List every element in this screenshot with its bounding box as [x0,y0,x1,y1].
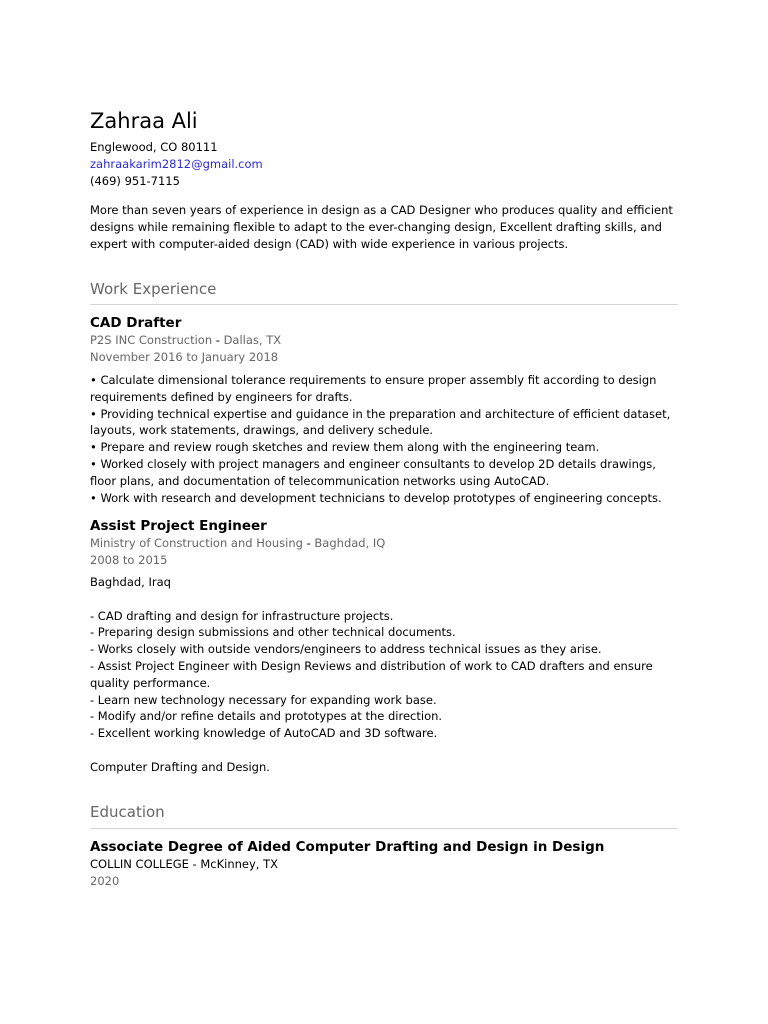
job-company-line [90,332,678,349]
education-divider [90,828,678,829]
job-bullet: - Learn new technology necessary for expanding work base. [90,692,437,707]
job-bullet: • Prepare and review rough sketches and review them along with the engineering team. [90,440,600,455]
degree-title: Associate Degree of Aided Computer Drafting and Design in Design [90,839,605,855]
blank-line [90,742,678,759]
job-bullet: - Preparing design submissions and other technical documents. [90,625,456,640]
education-year: 2020 [90,874,120,888]
job-company: Ministry of Construction and Housing [90,536,303,550]
school-location: McKinney, TX [200,857,279,871]
summary-paragraph: More than seven years of experience in design as a CAD Designer who produces quality and efficient designs while remaining flexible to adapt to the ever-changing design, Excellent drafting skills, and expert with computer-aided design (CAD) with wide experience in various projects. [90,203,673,251]
job-bullet: • Work with research and development technicians to develop prototypes of engineering concepts. [90,490,662,505]
job-intro: Baghdad, Iraq [90,575,171,589]
job-description [90,574,678,776]
school-separator: - [188,857,201,871]
job-company-line [90,535,678,552]
job-bullet: - Works closely with outside vendors/engineers to address technical issues as they arise. [90,642,602,657]
job-entry-assist-project-engineer [90,517,678,776]
phone-text: (469) 951-7115 [90,174,180,188]
job-outro: Computer Drafting and Design. [90,759,270,774]
education-heading: Education [90,803,165,821]
job-description [90,372,678,506]
company-separator: - [302,536,315,550]
job-bullet: • Calculate dimensional tolerance requirements to ensure proper assembly fit according to design requirements defined by engineers for drafts. [90,373,657,404]
job-dates: November 2016 to January 2018 [90,350,279,364]
job-location: Baghdad, IQ [314,536,386,550]
email-link[interactable]: zahraakarim2812@gmail.com [90,157,263,171]
location-text: Englewood, CO 80111 [90,140,218,154]
job-title: Assist Project Engineer [90,518,267,534]
job-dates: 2008 to 2015 [90,553,168,567]
job-bullet: • Providing technical expertise and guidance in the preparation and architecture of efficient dataset, layouts, work statements, drawings, and delivery schedule. [90,406,671,438]
blank-line [90,591,678,608]
job-title: CAD Drafter [90,315,182,331]
contact-block [90,139,263,190]
school-name: COLLIN COLLEGE [90,857,189,871]
candidate-name: Zahraa Ali [90,109,198,133]
job-bullet: - Assist Project Engineer with Design Reviews and distribution of work to CAD drafters and ensure quality performance. [90,658,653,690]
job-bullet: • Worked closely with project managers and engineer consultants to develop 2D details drawings, floor plans, and documentation of telecommunication networks using AutoCAD. [90,456,656,488]
job-bullet: - CAD drafting and design for infrastructure projects. [90,608,394,623]
education-entry [90,838,678,890]
school-line [90,856,678,873]
job-company: P2S INC Construction [90,333,213,347]
job-location: Dallas, TX [223,333,282,347]
job-bullet: - Modify and/or refine details and prototypes at the direction. [90,709,443,724]
work-experience-divider [90,304,678,305]
job-bullet: - Excellent working knowledge of AutoCAD and 3D software. [90,726,438,741]
job-entry-cad-drafter [90,314,678,506]
company-separator: - [212,333,224,347]
work-experience-heading: Work Experience [90,280,217,298]
